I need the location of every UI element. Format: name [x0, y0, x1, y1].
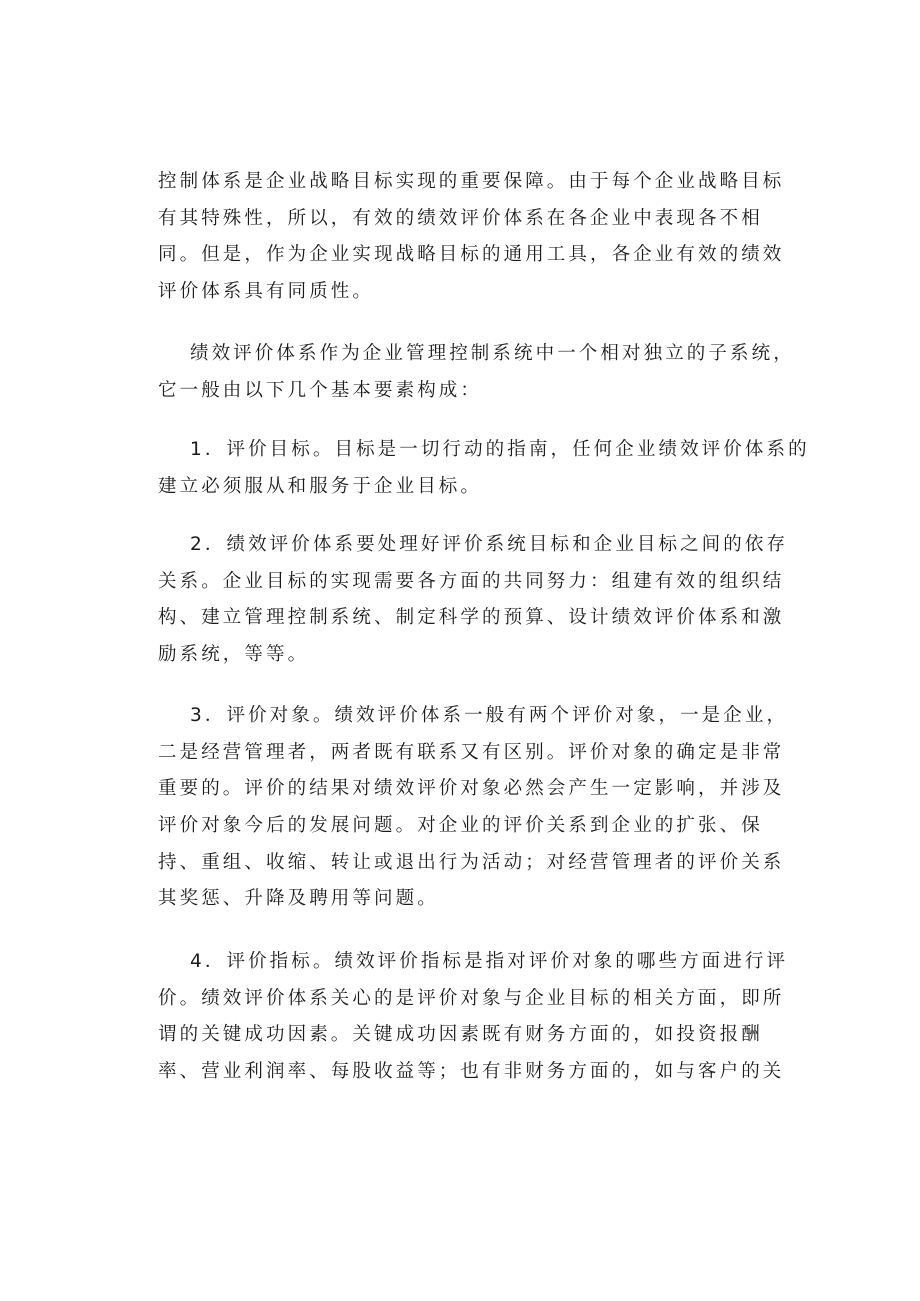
text-line: 评价对象今后的发展问题。对企业的评价关系到企业的扩张、保 — [158, 815, 763, 837]
text-line: 评价体系具有同质性。 — [158, 281, 375, 303]
paragraph-1 — [158, 164, 785, 311]
text-line: 重要的。评价的结果对绩效评价对象必然会产生一定影响，并涉及 — [158, 778, 785, 800]
text-line: 构、建立管理控制系统、制定科学的预算、设计绩效评价体系和激 — [158, 607, 785, 629]
text-line: 二是经营管理者，两者既有联系又有区别。评价对象的确定是非常 — [158, 741, 785, 763]
text-line: 建立必须服从和服务于企业目标。 — [158, 475, 483, 497]
text-line: 2．绩效评价体系要处理好评价系统目标和企业目标之间的依存 — [190, 534, 789, 555]
paragraph-6 — [158, 944, 789, 1091]
text-line: 率、营业利润率、每股收益等；也有非财务方面的，如与客户的关 — [158, 1061, 785, 1083]
text-line: 关系。企业目标的实现需要各方面的共同努力：组建有效的组织结 — [158, 570, 785, 592]
text-line: 持、重组、收缩、转让或退出行为活动；对经营管理者的评价关系 — [158, 851, 785, 873]
text-line: 1．评价目标。目标是一切行动的指南，任何企业绩效评价体系的 — [190, 439, 810, 460]
text-line: 其奖惩、升降及聘用等问题。 — [158, 888, 439, 910]
text-line: 价。绩效评价体系关心的是评价对象与企业目标的相关方面，即所 — [158, 987, 785, 1009]
text-line: 励系统，等等。 — [158, 644, 310, 666]
text-line: 同。但是，作为企业实现战略目标的通用工具，各企业有效的绩效 — [158, 244, 785, 266]
text-line: 控制体系是企业战略目标实现的重要保障。由于每个企业战略目标 — [158, 171, 785, 192]
text-line: 它一般由以下几个基本要素构成： — [158, 379, 483, 401]
paragraph-5 — [158, 698, 789, 918]
text-line: 4．评价指标。绩效评价指标是指对评价对象的哪些方面进行评 — [190, 951, 789, 972]
text-line: 3．评价对象。绩效评价体系一般有两个评价对象，一是企业， — [190, 705, 789, 726]
text-line: 有其特殊性，所以，有效的绩效评价体系在各企业中表现各不相 — [158, 207, 763, 229]
text-line: 谓的关键成功因素。关键成功因素既有财务方面的，如投资报酬 — [158, 1024, 763, 1046]
text-line: 绩效评价体系作为企业管理控制系统中一个相对独立的子系统， — [190, 343, 795, 364]
paragraph-3 — [158, 432, 810, 505]
paragraph-4 — [158, 527, 789, 674]
paragraph-2 — [158, 336, 795, 409]
